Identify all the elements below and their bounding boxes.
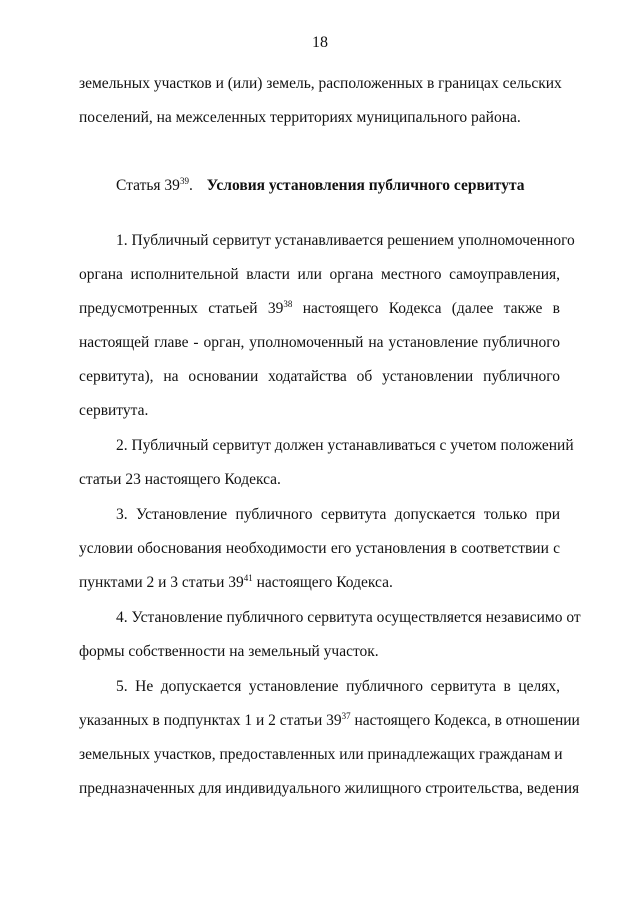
intro-line-2: поселений, на межселенных территориях муниципального района. [79, 109, 521, 126]
p5-line-2: указанных в подпунктах 1 и 2 статьи $39^{37}$ настоящего Кодекса, в отношении [79, 711, 580, 729]
p1-line-1: 1. Публичный сервитут устанавливается решением уполномоченного [116, 232, 575, 249]
p1-line-3: предусмотренных статьей $39^{38}$ настоящего Кодекса (далее также в [79, 299, 561, 317]
p1-line-5: сервитута), на основании ходатайства об установлении публичного [79, 368, 560, 385]
p1-line-6: сервитута. [79, 402, 149, 419]
p2-line-1: 2. Публичный сервитут должен устанавливаться с учетом положений [116, 437, 574, 454]
p2-line-2: статьи 23 настоящего Кодекса. [79, 471, 281, 488]
p1-line-2: органа исполнительной власти или органа местного самоуправления, [79, 266, 560, 283]
p4-line-2: формы собственности на земельный участок. [79, 643, 379, 660]
page-number: 18 [312, 34, 328, 51]
p5-line-4: предназначенных для индивидуального жилищного строительства, ведения [79, 780, 580, 797]
p5-line-3: земельных участков, предоставленных или принадлежащих гражданам и [79, 746, 563, 763]
p3-line-2: условии обоснования необходимости его установления в соответствии с [79, 540, 560, 557]
article-title: Условия установления публичного сервитута [206, 177, 525, 194]
article-heading [116, 176, 525, 196]
p5-line-1: 5. Не допускается установление публичного сервитута в целях, [116, 678, 560, 695]
p1-line-4: настоящей главе - орган, уполномоченный на установление публичного [79, 334, 560, 351]
article-number: Статья $39^{39}$. [116, 176, 193, 194]
intro-line-1: земельных участков и (или) земель, расположенных в границах сельских [79, 75, 562, 92]
p3-line-1: 3. Установление публичного сервитута допускается только при [116, 506, 560, 523]
p4-line-1: 4. Установление публичного сервитута осуществляется независимо от [116, 609, 581, 626]
p3-line-3: пунктами 2 и 3 статьи $39^{41}$ настоящего Кодекса. [79, 573, 393, 591]
